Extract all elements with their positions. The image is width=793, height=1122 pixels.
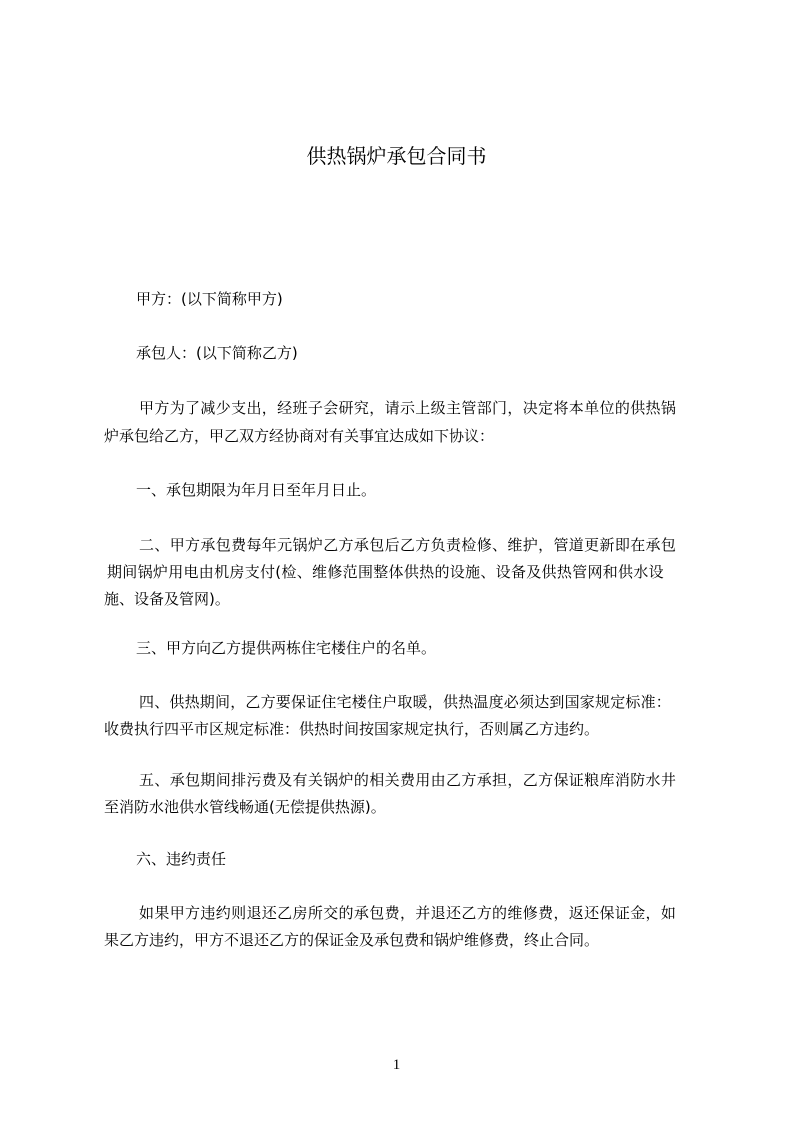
breach-paragraph-line: 果乙方违约，甲方不退还乙方的保证金及承包费和锅炉维修费，终止合同。 [104, 931, 600, 949]
clause-5-line: 至消防水池供水管线畅通(无偿提供热源)。 [104, 798, 386, 816]
party-a-line: 甲方：(以下简称甲方) [136, 290, 283, 308]
clause-2-line: 期间锅炉用电由机房支付(检、维修范围整体供热的设施、设备及供热管网和供水设 [107, 563, 664, 581]
clause-4-line: 四、供热期间，乙方要保证住宅楼住户取暖，供热温度必须达到国家规定标准： [139, 693, 672, 711]
clause-2-line: 施、设备及管网)。 [104, 590, 230, 608]
intro-paragraph-line: 甲方为了减少支出，经班子会研究，请示上级主管部门，决定将本单位的供热锅 [139, 399, 677, 417]
clause-5-line: 五、承包期间排污费及有关锅炉的相关费用由乙方承担，乙方保证粮库消防水井 [139, 771, 677, 789]
clause-3: 三、甲方向乙方提供两栋住宅楼住户的名单。 [136, 639, 437, 657]
page-number: 1 [392, 1057, 401, 1073]
clause-6-heading: 六、违约责任 [136, 850, 227, 868]
clause-4-line: 收费执行四平市区规定标准：供热时间按国家规定执行，否则属乙方违约。 [104, 720, 600, 738]
intro-paragraph-line: 炉承包给乙方，甲乙双方经协商对有关事宜达成如下协议： [104, 427, 495, 445]
clause-1: 一、承包期限为年月日至年月日止。 [136, 481, 377, 499]
breach-paragraph-line: 如果甲方违约则退还乙房所交的承包费，并退还乙方的维修费，返还保证金，如 [139, 904, 677, 922]
contractor-line: 承包人：(以下简称乙方) [136, 344, 298, 362]
document-title: 供热锅炉承包合同书 [306, 144, 487, 168]
clause-2-line: 二、甲方承包费每年元锅炉乙方承包后乙方负责检修、维护，管道更新即在承包 [139, 536, 677, 554]
